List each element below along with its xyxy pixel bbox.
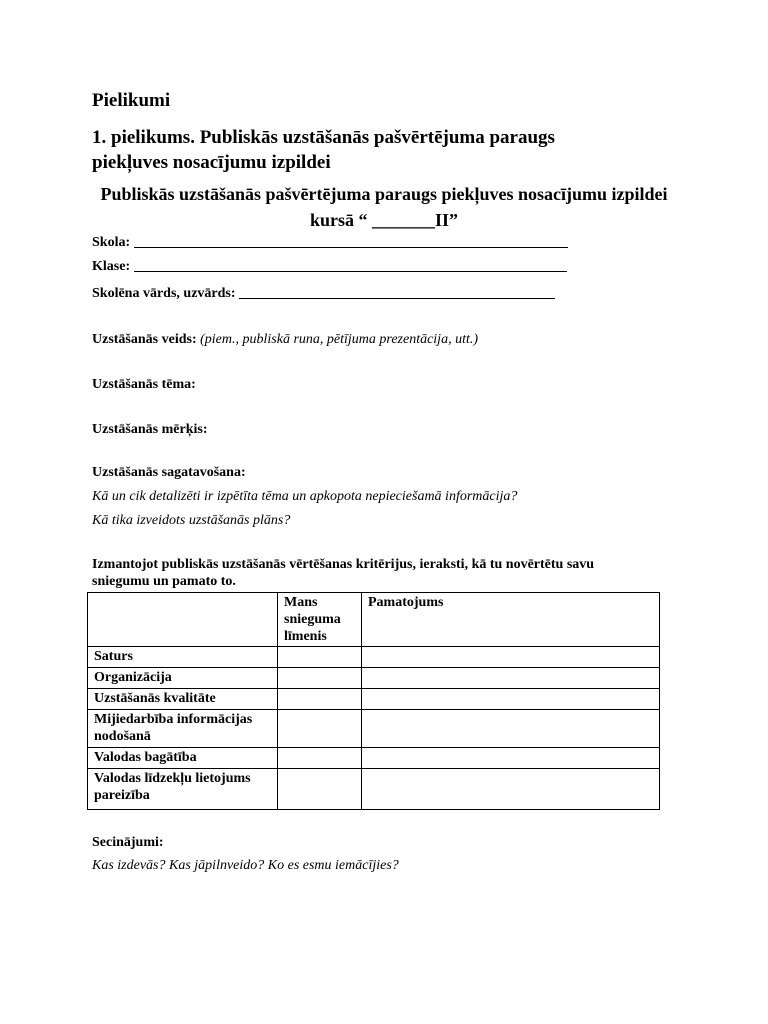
preparation-label: Uzstāšanās sagatavošana: [92,465,246,480]
instruction-line2: sniegumu un pamato to. [92,574,236,589]
criterion-cell: Organizācija [88,668,278,689]
criteria-table [87,592,660,810]
table-row [88,748,660,769]
criterion-cell: Saturs [88,647,278,668]
appendix-title-line2: piekļuves nosacījumu izpildei [92,152,331,173]
table-row [88,710,660,748]
student-name-field [92,286,555,302]
conclusions-question: Kas izdevās? Kas jāpilnveido? Ko es esmu iemācījies? [92,858,399,873]
level-input-cell[interactable] [278,710,362,748]
table-row [88,689,660,710]
student-name-input-line[interactable] [239,298,555,299]
header-level-line1: Mans [284,595,318,610]
presentation-goal-label: Uzstāšanās mērķis: [92,422,208,437]
header-level-line2: snieguma [284,612,341,627]
level-input-cell[interactable] [278,689,362,710]
form-title-line1: Publiskās uzstāšanās pašvērtējuma paraugs piekļuves nosacījumu izpildei [100,184,668,204]
justification-input-cell[interactable] [362,748,660,769]
student-name-label: Skolēna vārds, uzvārds: [92,286,236,301]
page-heading: Pielikumi [92,90,171,111]
justification-input-cell[interactable] [362,689,660,710]
criterion-cell [88,710,278,748]
school-input-line[interactable] [134,247,568,248]
justification-input-cell[interactable] [362,668,660,689]
criterion-cell: Valodas bagātība [88,748,278,769]
criterion-line1: Valodas līdzekļu lietojums [94,771,251,786]
header-justification-cell: Pamatojums [362,593,660,647]
criterion-cell [88,769,278,810]
presentation-type-hint: (piem., publiskā runa, pētījuma prezentācija, utt.) [200,332,479,347]
conclusions-label: Secinājumi: [92,835,164,850]
table-row [88,769,660,810]
preparation-question-2: Kā tika izveidots uzstāšanās plāns? [92,513,291,528]
class-input-line[interactable] [134,271,567,272]
level-input-cell[interactable] [278,647,362,668]
criterion-line1: Mijiedarbība informācijas [94,712,253,727]
table-header-row [88,593,660,647]
header-level-cell [278,593,362,647]
justification-input-cell[interactable] [362,769,660,810]
criterion-cell: Uzstāšanās kvalitāte [88,689,278,710]
instruction-line1: Izmantojot publiskās uzstāšanās vērtēšanas kritērijus, ieraksti, kā tu novērtētu savu [92,557,595,572]
preparation-question-1: Kā un cik detalizēti ir izpētīta tēma un apkopota nepieciešamā informācija? [92,489,518,504]
criterion-line2: pareizība [94,788,150,803]
appendix-title-line1: 1. pielikums. Publiskās uzstāšanās pašvērtējuma paraugs [92,127,555,148]
justification-input-cell[interactable] [362,647,660,668]
level-input-cell[interactable] [278,668,362,689]
presentation-type-label: Uzstāšanās veids: [92,332,197,347]
table-row [88,668,660,689]
form-title-line2: kursā “ _______II” [309,210,459,230]
header-level-line3: līmenis [284,629,327,644]
class-label: Klase: [92,259,131,274]
presentation-topic-label: Uzstāšanās tēma: [92,377,196,392]
table-row [88,647,660,668]
justification-input-cell[interactable] [362,710,660,748]
level-input-cell[interactable] [278,748,362,769]
presentation-type [92,332,478,348]
class-field [92,259,567,275]
criterion-line2: nodošanā [94,729,151,744]
school-field [92,235,568,251]
school-label: Skola: [92,235,131,250]
level-input-cell[interactable] [278,769,362,810]
header-criterion-cell [88,593,278,647]
